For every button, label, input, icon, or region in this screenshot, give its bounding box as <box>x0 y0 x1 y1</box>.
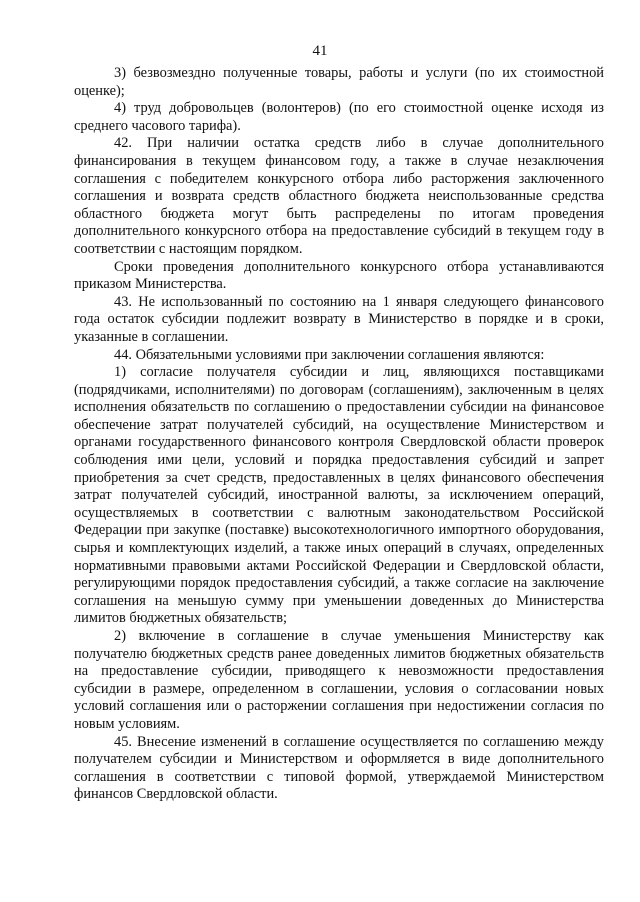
paragraph-45: 45. Внесение изменений в соглашение осуществляется по соглашению между получателем субсидии и Министерством и оформляется в виде дополнительного соглашения в соответствии с типовой формой, утверждаемой Министерством финансов Свердловской области. <box>74 733 604 803</box>
paragraph-item-3: 3) безвозмездно полученные товары, работы и услуги (по их стоимостной оценке); <box>74 65 604 99</box>
page-number: 41 <box>312 43 328 59</box>
paragraph-44-item-1: 1) согласие получателя субсидии и лиц, являющихся поставщиками (подрядчиками, исполнителями) по договорам (соглашениям), заключенным в целях исполнения обязательств по соглашению о предоставлении субсидии на финансовое обеспечение затрат получателей субсидий, на осуществление Министерством и органами государственного финансового контроля Свердловской области проверок соблюдения ими цели, условий и порядка предоставления субсидий и запрет приобретения за счет средств, предоставленных в целях финансового обеспечения затрат получателей субсидий, иностранной валюты, за исключением операций, осуществляемых в соответствии с валютным законодательством Российской Федерации при закупке (поставке) высокотехнологичного импортного оборудования, сырья и комплектующих изделий, а также иных операций в случаях, определенных нормативными правовыми актами Российской Федерации и Свердловской области, регулирующими порядок предоставления субсидий, а также согласие на заключение соглашения на меньшую сумму при уменьшении доведенных до Министерства лимитов бюджетных обязательств; <box>74 364 604 627</box>
paragraph-item-4: 4) труд добровольцев (волонтеров) (по его стоимостной оценке исходя из среднего часового тарифа). <box>74 100 604 134</box>
paragraph-42: 42. При наличии остатка средств либо в случае дополнительного финансирования в текущем финансовом году, а также в случае незаключения соглашения с победителем конкурсного отбора либо расторжения заключенного соглашения и возврата средств областного бюджета неиспользованные средства областного бюджета могут быть распределены по итогам проведения дополнительного конкурсного отбора на предоставление субсидий в текущем году в соответствии с настоящим порядком. <box>74 135 604 257</box>
paragraph-44-item-2: 2) включение в соглашение в случае уменьшения Министерству как получателю бюджетных средств ранее доведенных лимитов бюджетных обязательств на предоставление субсидии, приводящего к невозможности предоставления субсидии в размере, определенном в соглашении, условия о согласовании новых условий соглашения или о расторжении соглашения при недостижении согласия по новым условиям. <box>74 628 604 732</box>
paragraph-42-deadlines: Сроки проведения дополнительного конкурсного отбора устанавливаются приказом Министерства. <box>74 258 604 293</box>
paragraph-43: 43. Не использованный по состоянию на 1 января следующего финансового года остаток субсидии подлежит возврату в Министерство в порядке и в сроки, указанные в соглашении. <box>74 293 604 345</box>
document-body <box>74 65 604 804</box>
paragraph-44: 44. Обязательными условиями при заключении соглашения являются: <box>114 346 545 363</box>
